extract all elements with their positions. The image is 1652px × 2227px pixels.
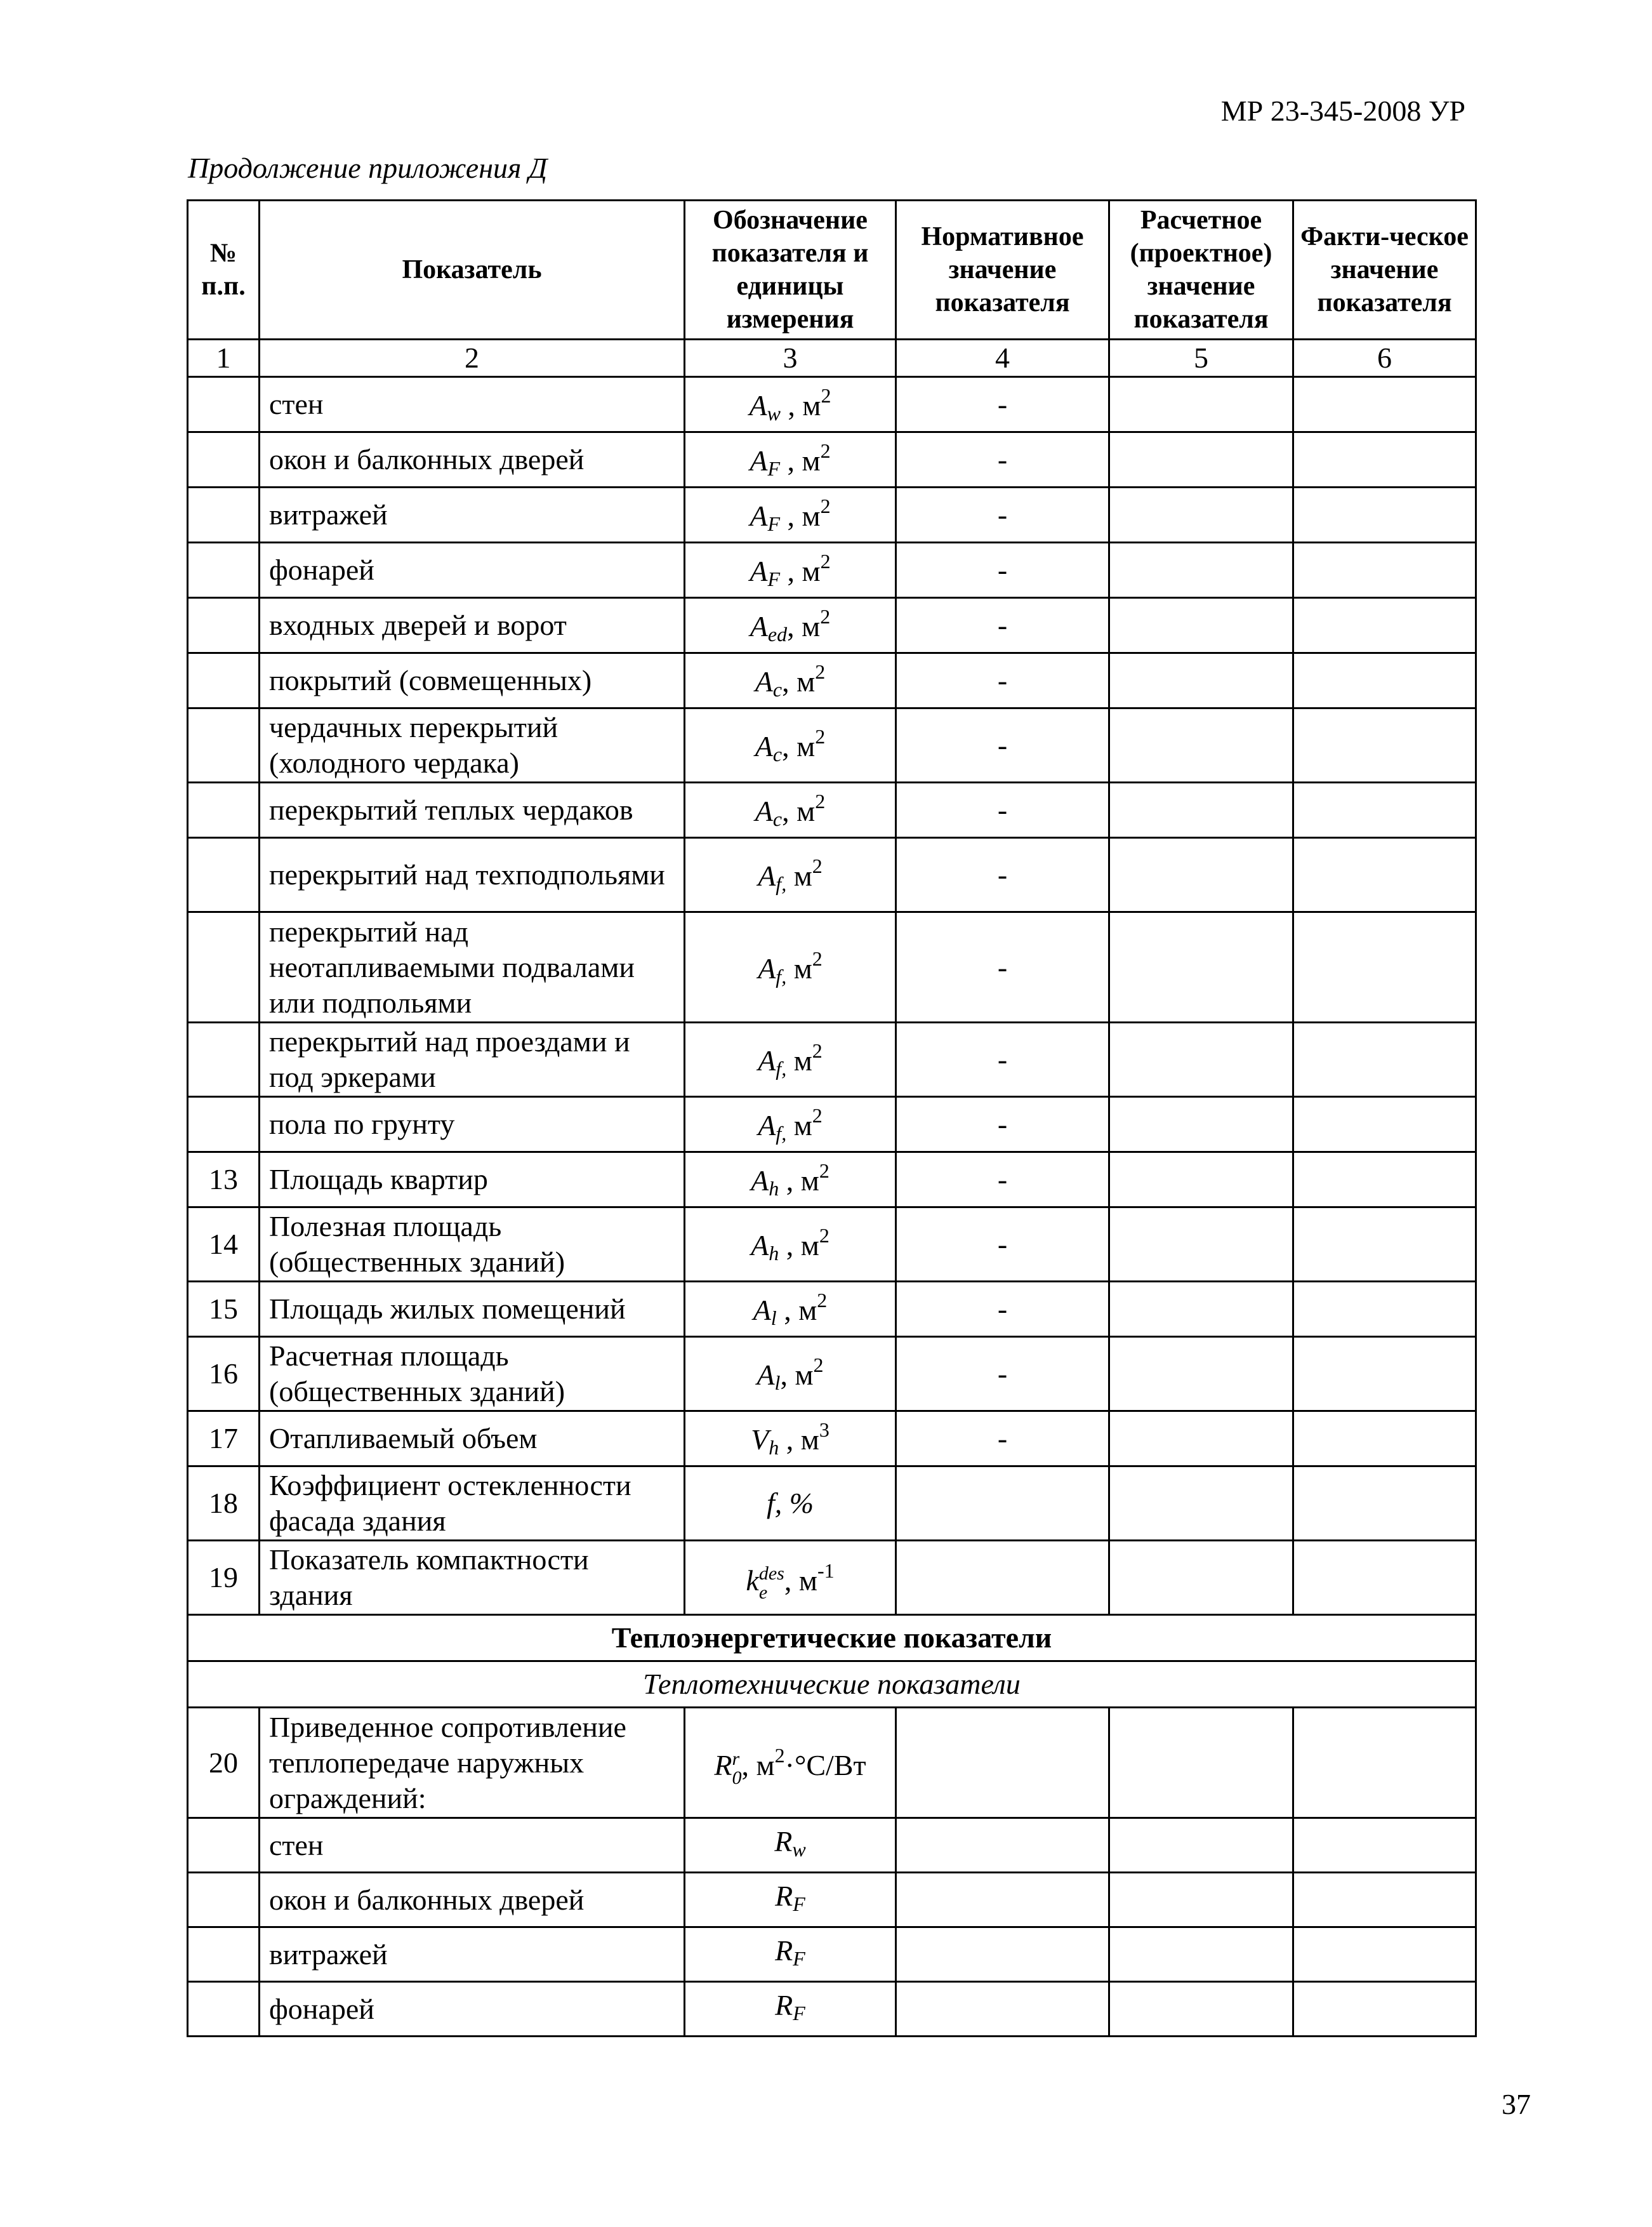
table-row: [188, 1708, 1476, 1818]
table-row: [188, 432, 1476, 488]
row-designation: [685, 1207, 896, 1282]
table-row: [188, 488, 1476, 543]
unit-exponent: 2: [812, 1104, 823, 1127]
row-normative: -: [896, 377, 1109, 432]
symbol-subscript: h: [769, 1436, 779, 1459]
symbol-subscript: l: [770, 1306, 777, 1329]
symbol: A: [758, 860, 776, 892]
row-normative: [896, 1982, 1109, 2037]
unit-exponent: -1: [817, 1559, 835, 1582]
row-design-value: [1109, 1708, 1293, 1818]
symbol: A: [750, 500, 768, 532]
unit: , м: [780, 1359, 814, 1391]
symbol: A: [755, 730, 773, 762]
row-designation: [685, 783, 896, 838]
table-row: [188, 1023, 1476, 1097]
row-design-value: [1109, 1466, 1293, 1541]
symbol-subscript: ed: [767, 623, 788, 646]
symbol: A: [758, 1109, 776, 1141]
row-normative: -: [896, 708, 1109, 783]
row-indicator: Расчетная площадь (общественных зданий): [260, 1337, 685, 1411]
unit-exponent: 2: [812, 947, 823, 970]
table-row: [188, 838, 1476, 912]
col-header-num: № п.п.: [188, 201, 260, 340]
symbol-subscript: f,: [776, 1122, 787, 1145]
symbol: V: [751, 1423, 769, 1456]
symbol-subscript: F: [793, 1946, 805, 1970]
col-header-indicator: Показатель: [260, 201, 685, 340]
row-actual-value: [1293, 1097, 1476, 1152]
symbol-subscript: f,: [776, 1057, 787, 1080]
row-indicator: перекрытий теплых чердаков: [260, 783, 685, 838]
symbol: R: [714, 1749, 732, 1782]
row-designation: [685, 1466, 896, 1541]
col-header-normative: Нормативное значение показателя: [896, 201, 1109, 340]
row-indicator: стен: [260, 377, 685, 432]
row-normative: -: [896, 1337, 1109, 1411]
row-indicator: Коэффициент остекленности фасада здания: [260, 1466, 685, 1541]
unit-exponent: 2: [817, 1289, 828, 1312]
row-indicator: перекрытий над неотапливаемыми подвалами или подпольями: [260, 912, 685, 1023]
row-normative: [896, 1466, 1109, 1541]
row-actual-value: [1293, 653, 1476, 708]
symbol-subscript: h: [769, 1242, 779, 1265]
row-number: [188, 377, 260, 432]
symbol-subscript: c: [772, 678, 783, 701]
row-design-value: [1109, 838, 1293, 912]
unit-exponent: 2: [820, 439, 831, 462]
row-designation: [685, 1873, 896, 1927]
symbol-indices: [732, 1750, 742, 1788]
row-number: 19: [188, 1541, 260, 1615]
unit: , м: [780, 389, 821, 422]
symbol: A: [758, 952, 776, 985]
row-actual-value: [1293, 1207, 1476, 1282]
row-number: [188, 1873, 260, 1927]
row-design-value: [1109, 1097, 1293, 1152]
row-indicator: Приведенное сопротивление теплопередаче наружных ограждений:: [260, 1708, 685, 1818]
unit: , м: [776, 1294, 817, 1326]
row-actual-value: [1293, 1337, 1476, 1411]
row-designation: [685, 543, 896, 598]
unit: , м: [741, 1749, 775, 1782]
row-normative: -: [896, 1282, 1109, 1337]
row-design-value: [1109, 1337, 1293, 1411]
unit: , м: [779, 1423, 819, 1456]
unit: , м: [782, 730, 816, 762]
row-designation: [685, 1097, 896, 1152]
row-normative: -: [896, 543, 1109, 598]
row-indicator: перекрытий над проездами и под эркерами: [260, 1023, 685, 1097]
table-row: [188, 1411, 1476, 1466]
row-number: [188, 1818, 260, 1873]
unit: м: [786, 860, 812, 892]
symbol: k: [746, 1564, 759, 1597]
row-design-value: [1109, 1282, 1293, 1337]
row-number: 16: [188, 1337, 260, 1411]
col-number: 1: [188, 340, 260, 377]
row-actual-value: [1293, 1023, 1476, 1097]
symbol-indices: [759, 1564, 784, 1602]
symbol: A: [749, 389, 767, 422]
row-number: 20: [188, 1708, 260, 1818]
row-actual-value: [1293, 783, 1476, 838]
row-design-value: [1109, 432, 1293, 488]
table-row: [188, 598, 1476, 653]
col-header-designation: Обозначение показателя и единицы измерения: [685, 201, 896, 340]
col-number: 2: [260, 340, 685, 377]
row-designation: [685, 488, 896, 543]
symbol: R: [775, 1879, 793, 1912]
symbol-subscript: f,: [776, 872, 787, 895]
row-actual-value: [1293, 1152, 1476, 1207]
row-indicator: Показатель компактности здания: [260, 1541, 685, 1615]
row-design-value: [1109, 1152, 1293, 1207]
row-designation: [685, 1818, 896, 1873]
symbol-subscript: e: [758, 1582, 768, 1604]
col-number: 6: [1293, 340, 1476, 377]
unit-exponent: 2: [774, 1744, 785, 1767]
row-indicator: перекрытий над техподпольями: [260, 838, 685, 912]
row-number: [188, 1982, 260, 2037]
row-designation: [685, 1411, 896, 1466]
row-design-value: [1109, 1818, 1293, 1873]
row-number: 14: [188, 1207, 260, 1282]
table-row: [188, 1927, 1476, 1982]
section-title: Теплоэнергетические показатели: [188, 1615, 1476, 1661]
row-indicator: Отапливаемый объем: [260, 1411, 685, 1466]
row-normative: [896, 1927, 1109, 1982]
row-indicator: витражей: [260, 488, 685, 543]
row-normative: -: [896, 912, 1109, 1023]
row-design-value: [1109, 653, 1293, 708]
row-indicator: входных дверей и ворот: [260, 598, 685, 653]
row-normative: -: [896, 783, 1109, 838]
row-actual-value: [1293, 377, 1476, 432]
unit-exponent: 2: [820, 605, 831, 628]
row-number: [188, 838, 260, 912]
unit: м: [786, 1044, 812, 1077]
row-number: [188, 1097, 260, 1152]
unit-exponent: 2: [815, 725, 826, 748]
symbol: R: [775, 1988, 793, 2021]
unit-exponent: 2: [815, 660, 826, 683]
unit-exponent: 2: [819, 1159, 829, 1182]
row-indicator: Полезная площадь (общественных зданий): [260, 1207, 685, 1282]
row-indicator: окон и балконных дверей: [260, 1873, 685, 1927]
symbol-subscript: F: [767, 568, 781, 590]
row-number: [188, 783, 260, 838]
row-designation: [685, 598, 896, 653]
symbol-superscript: r: [732, 1748, 740, 1769]
symbol: A: [753, 1294, 771, 1326]
row-number: [188, 543, 260, 598]
row-design-value: [1109, 1873, 1293, 1927]
unit: , м: [780, 444, 821, 477]
table-row: [188, 377, 1476, 432]
row-normative: -: [896, 1207, 1109, 1282]
row-design-value: [1109, 1541, 1293, 1615]
row-design-value: [1109, 543, 1293, 598]
symbol: A: [750, 555, 768, 587]
row-indicator: витражей: [260, 1927, 685, 1982]
unit-exponent: 2: [820, 495, 831, 517]
row-number: [188, 488, 260, 543]
row-normative: -: [896, 1023, 1109, 1097]
row-actual-value: [1293, 1411, 1476, 1466]
row-indicator: фонарей: [260, 1982, 685, 2037]
row-normative: [896, 1708, 1109, 1818]
subsection-title: Теплотехнические показатели: [188, 1661, 1476, 1708]
unit-exponent: 3: [819, 1418, 829, 1441]
column-numbers-row: [188, 340, 1476, 377]
unit-exponent: 2: [815, 790, 826, 813]
row-designation: [685, 377, 896, 432]
symbol: A: [755, 665, 773, 698]
row-designation: [685, 1982, 896, 2037]
unit: , м: [780, 555, 821, 587]
document-code: МР 23-345-2008 УР: [1220, 95, 1465, 127]
row-actual-value: [1293, 1708, 1476, 1818]
symbol-superscript: des: [758, 1563, 784, 1585]
row-design-value: [1109, 708, 1293, 783]
page-number: 37: [1502, 2088, 1531, 2120]
row-indicator: Площадь жилых помещений: [260, 1282, 685, 1337]
table-row: [188, 1207, 1476, 1282]
symbol-subscript: c: [772, 743, 783, 766]
row-designation: [685, 1282, 896, 1337]
row-indicator: покрытий (совмещенных): [260, 653, 685, 708]
row-design-value: [1109, 912, 1293, 1023]
unit: , м: [780, 500, 821, 532]
unit: , м: [784, 1564, 817, 1597]
row-indicator: фонарей: [260, 543, 685, 598]
table-row: [188, 708, 1476, 783]
table-row: [188, 1541, 1476, 1615]
unit: м: [786, 1109, 812, 1141]
row-number: [188, 598, 260, 653]
symbol-subscript: c: [772, 808, 783, 830]
symbol: R: [775, 1934, 793, 1967]
table-row: [188, 1152, 1476, 1207]
table-row: [188, 912, 1476, 1023]
row-normative: -: [896, 653, 1109, 708]
row-normative: -: [896, 838, 1109, 912]
row-designation: [685, 653, 896, 708]
symbol-subscript: h: [769, 1177, 779, 1200]
row-number: 13: [188, 1152, 260, 1207]
unit-exponent: 2: [820, 550, 831, 573]
symbol: A: [757, 1359, 775, 1391]
row-normative: -: [896, 1152, 1109, 1207]
row-design-value: [1109, 1023, 1293, 1097]
row-indicator: пола по грунту: [260, 1097, 685, 1152]
col-header-design: Расчетное (проектное) значение показателя: [1109, 201, 1293, 340]
row-designation: [685, 1023, 896, 1097]
symbol-subscript: w: [767, 402, 781, 425]
row-designation: [685, 1152, 896, 1207]
row-actual-value: [1293, 1541, 1476, 1615]
col-number: 4: [896, 340, 1109, 377]
row-designation: [685, 1708, 896, 1818]
row-actual-value: [1293, 1282, 1476, 1337]
symbol: A: [751, 1164, 769, 1197]
symbol-subscript: w: [792, 1837, 806, 1861]
row-indicator: Площадь квартир: [260, 1152, 685, 1207]
col-header-actual: Факти-ческое значение показателя: [1293, 201, 1476, 340]
table-row: [188, 1337, 1476, 1411]
symbol-subscript: F: [767, 457, 781, 480]
row-designation: [685, 708, 896, 783]
symbol: f, %: [766, 1487, 814, 1519]
row-normative: [896, 1873, 1109, 1927]
col-number: 5: [1109, 340, 1293, 377]
row-designation: [685, 838, 896, 912]
row-number: [188, 912, 260, 1023]
row-indicator: окон и балконных дверей: [260, 432, 685, 488]
row-actual-value: [1293, 488, 1476, 543]
row-design-value: [1109, 488, 1293, 543]
row-design-value: [1109, 1927, 1293, 1982]
row-indicator: чердачных перекрытий (холодного чердака): [260, 708, 685, 783]
table-row: [188, 653, 1476, 708]
row-actual-value: [1293, 1818, 1476, 1873]
row-normative: -: [896, 598, 1109, 653]
row-designation: [685, 912, 896, 1023]
subsection-title-row: [188, 1661, 1476, 1708]
unit-tail: ·°C/Вт: [784, 1749, 866, 1782]
row-number: [188, 1023, 260, 1097]
symbol: R: [774, 1825, 793, 1858]
symbol: A: [751, 1229, 769, 1261]
row-actual-value: [1293, 1873, 1476, 1927]
row-designation: [685, 1337, 896, 1411]
row-number: 17: [188, 1411, 260, 1466]
row-number: [188, 432, 260, 488]
table-row: [188, 543, 1476, 598]
unit-exponent: 2: [812, 1039, 823, 1062]
symbol: A: [750, 444, 768, 477]
symbol-subscript: 0: [732, 1767, 742, 1788]
table-row: [188, 1097, 1476, 1152]
symbol: A: [750, 610, 768, 642]
row-actual-value: [1293, 432, 1476, 488]
row-number: [188, 708, 260, 783]
row-design-value: [1109, 1207, 1293, 1282]
row-actual-value: [1293, 1927, 1476, 1982]
symbol: A: [755, 795, 773, 827]
row-actual-value: [1293, 543, 1476, 598]
table-row: [188, 783, 1476, 838]
unit: м: [786, 952, 812, 985]
unit: , м: [782, 795, 816, 827]
row-designation: [685, 1927, 896, 1982]
symbol-subscript: f,: [776, 964, 787, 988]
symbol: A: [758, 1044, 776, 1077]
row-designation: [685, 432, 896, 488]
row-number: 18: [188, 1466, 260, 1541]
row-normative: -: [896, 488, 1109, 543]
unit: , м: [787, 610, 821, 642]
unit-exponent: 2: [813, 1353, 824, 1376]
row-indicator: стен: [260, 1818, 685, 1873]
unit-exponent: 2: [812, 854, 823, 877]
unit-exponent: 2: [819, 1224, 829, 1247]
continuation-caption: Продолжение приложения Д: [188, 152, 548, 184]
row-normative: [896, 1541, 1109, 1615]
indicators-table: [187, 199, 1477, 2037]
row-actual-value: [1293, 1982, 1476, 2037]
row-normative: -: [896, 432, 1109, 488]
row-number: 15: [188, 1282, 260, 1337]
row-normative: -: [896, 1411, 1109, 1466]
row-designation: [685, 1541, 896, 1615]
row-design-value: [1109, 598, 1293, 653]
row-normative: -: [896, 1097, 1109, 1152]
row-design-value: [1109, 783, 1293, 838]
row-design-value: [1109, 1982, 1293, 2037]
symbol-subscript: l: [774, 1371, 781, 1394]
unit: , м: [779, 1229, 819, 1261]
row-normative: [896, 1818, 1109, 1873]
row-design-value: [1109, 1411, 1293, 1466]
row-actual-value: [1293, 598, 1476, 653]
section-title-row: [188, 1615, 1476, 1661]
row-number: [188, 1927, 260, 1982]
table-row: [188, 1982, 1476, 2037]
unit-exponent: 2: [821, 384, 831, 407]
table-row: [188, 1466, 1476, 1541]
row-actual-value: [1293, 838, 1476, 912]
table-row: [188, 1282, 1476, 1337]
row-actual-value: [1293, 912, 1476, 1023]
table-header-row: [188, 201, 1476, 340]
table-row: [188, 1818, 1476, 1873]
row-actual-value: [1293, 708, 1476, 783]
row-design-value: [1109, 377, 1293, 432]
symbol-subscript: F: [793, 2001, 805, 2024]
symbol-subscript: F: [793, 1892, 805, 1915]
table-row: [188, 1873, 1476, 1927]
row-number: [188, 653, 260, 708]
unit: , м: [782, 665, 816, 698]
col-number: 3: [685, 340, 896, 377]
symbol-subscript: F: [767, 512, 781, 535]
unit: , м: [779, 1164, 819, 1197]
row-actual-value: [1293, 1466, 1476, 1541]
